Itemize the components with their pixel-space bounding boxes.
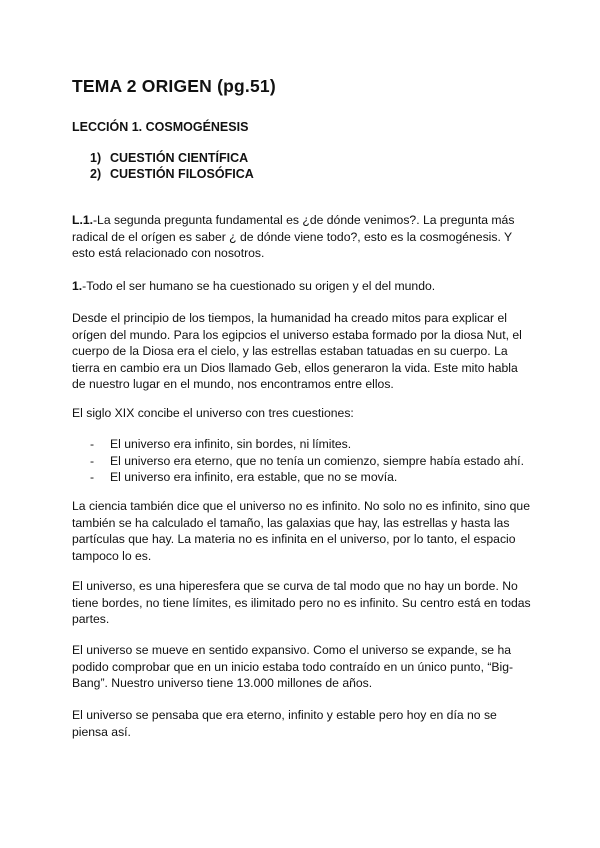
list-item <box>90 166 254 182</box>
list-item-text: El universo era infinito, sin bordes, ni límites. <box>110 437 352 451</box>
list-item-text: CUESTIÓN CIENTÍFICA <box>110 151 249 165</box>
paragraph-expansion: El universo se mueve en sentido expansivo. Como el universo se expande, se ha podido comprobar que en un inicio estaba todo contraído en un único punto, “Big-Bang”. Nuestro universo tiene 13.000 millones de años. <box>72 643 514 691</box>
list-item <box>90 436 524 453</box>
page-title: TEMA 2 ORIGEN (pg.51) <box>72 76 276 96</box>
list-item <box>90 469 524 486</box>
list-number: 1) <box>90 151 102 165</box>
list-number: 2) <box>90 167 102 181</box>
list-dash: - <box>90 453 95 468</box>
dash-list <box>90 436 524 486</box>
paragraph-intro <box>72 212 532 262</box>
paragraph-origin <box>72 278 532 295</box>
lesson-heading: LECCIÓN 1. COSMOGÉNESIS <box>72 120 249 134</box>
paragraph-prefix: 1. <box>72 279 83 293</box>
list-dash: - <box>90 470 95 485</box>
list-item <box>90 453 524 470</box>
list-item-text: El universo era infinito, era estable, que no se movía. <box>110 470 398 485</box>
list-item-text: El universo era eterno, que no tenía un comienzo, siempre había estado ahí. <box>110 453 524 468</box>
paragraph-text: -Todo el ser humano se ha cuestionado su origen y el del mundo. <box>82 279 436 293</box>
list-item-text: CUESTIÓN FILOSÓFICA <box>110 167 254 181</box>
paragraph-hypersphere: El universo, es una hiperesfera que se curva de tal modo que no hay un borde. No tiene bordes, no tiene límites, es ilimitado pero no es infinito. Su centro está en todas partes. <box>72 579 531 627</box>
paragraph-text: -La segunda pregunta fundamental es ¿de dónde venimos?. La pregunta más radical de el orígen es saber ¿ de dónde viene todo?, esto es la cosmogénesis. Y esto está relacionado con nosotros. <box>72 213 515 261</box>
paragraph-prefix: L.1. <box>72 213 93 227</box>
paragraph-science: La ciencia también dice que el universo no es infinito. No solo no es infinito, sino que también se ha calculado el tamaño, las galaxias que hay, las estrellas y hasta las partículas que hay. La materia no es infinita en el universo, por lo tanto, el espacio tampoco lo es. <box>72 499 530 563</box>
paragraph-xix-century: El siglo XIX concibe el universo con tres cuestiones: <box>72 406 354 420</box>
numbered-list <box>90 150 254 182</box>
list-item <box>90 150 254 166</box>
paragraph-conclusion: El universo se pensaba que era eterno, infinito y estable pero hoy en día no se piensa así. <box>72 708 497 739</box>
list-dash: - <box>90 437 95 451</box>
paragraph-myths: Desde el principio de los tiempos, la humanidad ha creado mitos para explicar el orígen del mundo. Para los egipcios el universo estaba formado por la diosa Nut, el cuerpo de la Diosa era el cielo, y las estrellas estaban tatuadas en su cuerpo. La tierra en cambio era un Dios llamado Geb, ellos generaron la vida. Este mito habla de nuestro lugar en el mundo, nos encontramos entre ellos. <box>72 311 522 392</box>
